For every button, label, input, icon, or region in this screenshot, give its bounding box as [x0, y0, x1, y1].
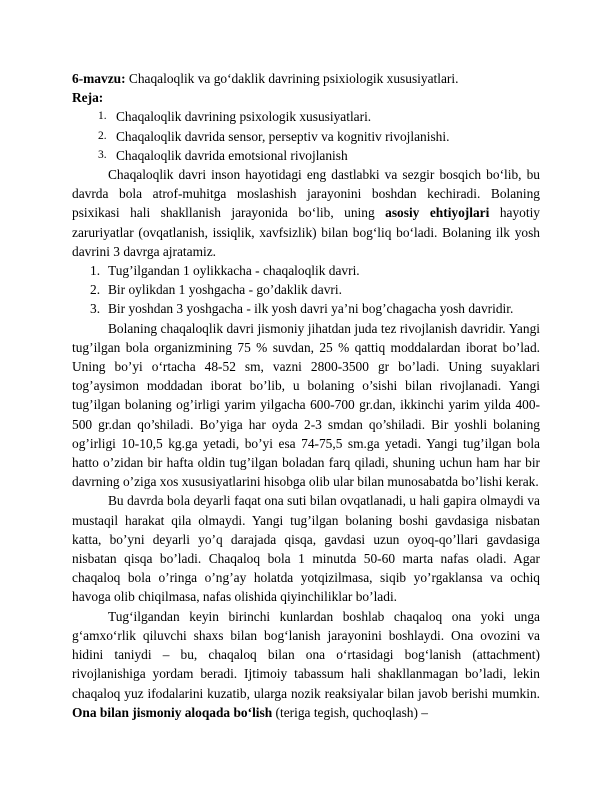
period-item-number: 3.	[90, 301, 101, 317]
period-item	[72, 299, 540, 318]
plan-item-text: Chaqaloqlik davrining psixologik xususiyatlari.	[116, 109, 372, 125]
topic-heading	[72, 69, 540, 88]
intro-paragraph	[72, 165, 540, 261]
bonding-bold-term: Ona bilan jismoniy aloqada bo‘lish	[72, 704, 273, 720]
periods-list	[72, 261, 540, 319]
growth-paragraph: Bolaning chaqaloqlik davri jismoniy jihatdan juda tez rivojlanish davridir. Yangi tug’ilgan bola organizmining 75 % suvdan, 25 % qattiq moddalardan iborat bo’lad. Uning bo’yi o‘rtacha 48-52 sm, vazni 2800-3500 gr bo’ladi. Uning suyaklari tog’aysimon moddadan iborat bo’lib, u bolaning o’sishi bilan rivojlanadi. Yangi tug’ilgan bolaning og’irligi yarim yilgacha 600-700 gr.dan, ikkinchi yarim yilda 400-500 gr.dan qo’shiladi. Bo’yiga har oyda 2-3 smdan qo’shiladi. Bir yoshli bolaning og’irligi 10-10,5 kg.ga yetadi, bo’yi esa 74-75,5 sm.ga yetadi. Yangi tug’ilgan bola hatto o’zidan bir hafta oldin tug’ilgan boladan farq qiladi, shuning uchun ham har bir davrning o’ziga xos xususiyatlarini hisobga olib ular bilan munosabatda bo’lishi kerak.	[72, 320, 540, 490]
topic-label: 6-mavzu:	[72, 71, 126, 86]
period-item	[72, 261, 540, 280]
plan-label: Reja:	[72, 90, 104, 106]
period-item-number: 2.	[90, 282, 101, 298]
plan-item-text: Chaqaloqlik davrida sensor, perseptiv va kognitiv rivojlanishi.	[116, 128, 450, 144]
intro-bold-term: asosiy ehtiyojlari	[385, 205, 490, 221]
bonding-paragraph	[72, 607, 540, 722]
period-item	[72, 280, 540, 299]
plan-item	[72, 146, 540, 165]
topic-title: Chaqaloqlik va go‘daklik davrining psixiologik xususiyatlari.	[125, 71, 459, 86]
period-item-text: Bir oylikdan 1 yoshgacha - go’daklik davri.	[108, 282, 342, 298]
plan-item	[72, 107, 540, 126]
plan-item-number: 2.	[98, 129, 107, 142]
plan-item-number: 3.	[98, 148, 107, 161]
feeding-paragraph: Bu davrda bola deyarli faqat ona suti bilan ovqatlanadi, u hali gapira olmaydi va mustaqil harakat qila olmaydi. Yangi tug’ilgan bolaning boshi gavdasiga nisbatan katta, bo’yni deyarli yo’q darajada qisqa, gavdasi uzun oyoq-qo’llari gavdasiga nisbatan qisqa bo’ladi. Chaqaloq bola 1 minutda 50-60 marta nafas oladi. Agar chaqaloq bola o’ringa o’ng’ay holatda yotqizilmasa, siqib yo’rgaklansa va ochiq havoga olib chiqilmasa, nafas olishida qiyinchiliklar bo’ladi.	[72, 493, 540, 605]
plan-list	[72, 107, 540, 165]
bonding-text-start: Tug‘ilgandan keyin birinchi kunlardan boshlab chaqaloq ona yoki unga g‘amxo‘rlik qiluvchi shaxs bilan bog‘lanish jarayonini boshlaydi. Ona ovozini va hidini taniydi – bu, chaqaloq bilan ona o‘rtasidagi bog‘lanish (attachment) rivojlanishiga yordam beradi. Ijtimoiy tabassum hali shakllanmagan bo’ladi, lekin chaqaloq yuz ifodalarini kuzatib, ularga nozik reaksiyalar bilan javob berishi mumkin.	[72, 608, 540, 701]
intro-text-end: hayotiy zaruriyatlar (ovqatlanish, issiqlik, xavfsizlik) bilan bog‘liq bo‘ladi. Bolaning ilk yosh davrini 3 davrga ajratamiz.	[72, 205, 540, 259]
plan-item-number: 1.	[98, 110, 107, 123]
intro-text-start: Chaqaloqlik davri inson hayotidagi eng dastlabki va sezgir bosqich bo‘lib, bu davrda bola atrof-muhitga moslashish jarayonini boshdan kechiradi. Bolaning psixikasi hali shakllanish jarayonida bo‘lib, uning	[72, 167, 540, 221]
bonding-text-end: (teriga tegish, quchoqlash) –	[272, 704, 428, 720]
plan-item-text: Chaqaloqlik davrida emotsional rivojlanish	[116, 147, 348, 163]
period-item-text: Tug’ilgandan 1 oylikkacha - chaqaloqlik davri.	[108, 263, 360, 279]
period-item-text: Bir yoshdan 3 yoshgacha - ilk yosh davri ya’ni bog’chagacha yosh davridir.	[108, 301, 514, 317]
period-item-number: 1.	[90, 263, 101, 279]
plan-item	[72, 127, 540, 146]
